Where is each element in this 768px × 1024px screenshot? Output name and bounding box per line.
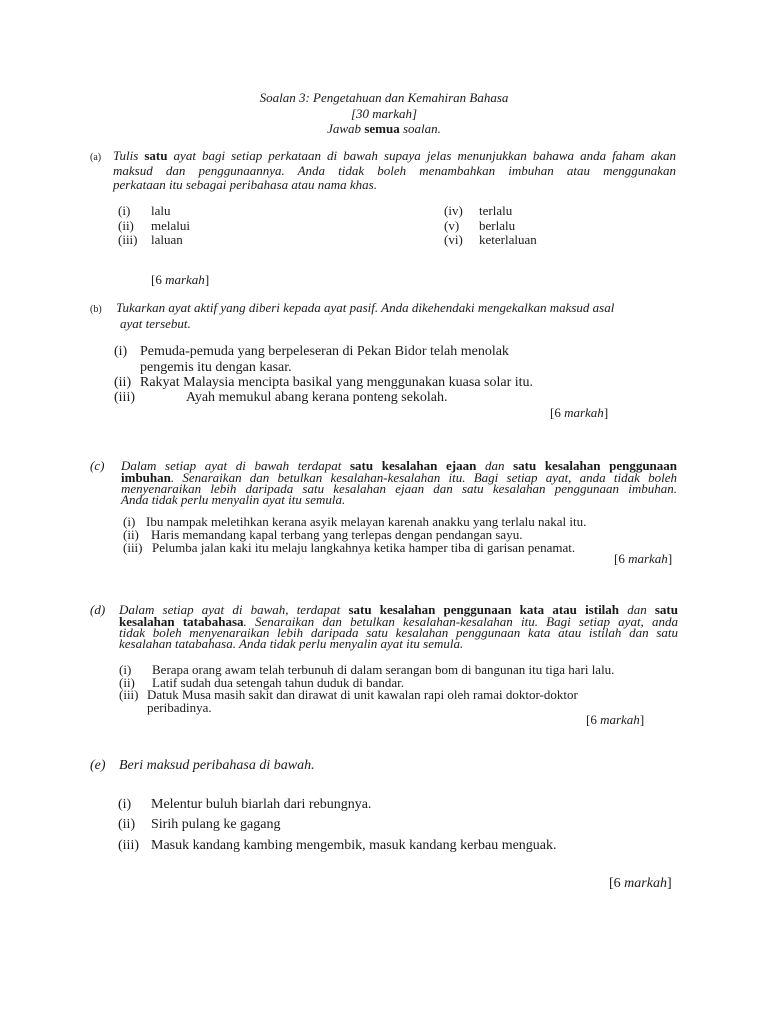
list-item-text: Sirih pulang ke gagang bbox=[151, 817, 281, 832]
section-c-marks: [6 markah] bbox=[614, 551, 673, 566]
list-item-word: laluan bbox=[151, 232, 183, 247]
list-item-num: (vi) bbox=[444, 232, 463, 247]
list-item-num: (iii) bbox=[114, 390, 135, 405]
section-b-marks: [6 markah] bbox=[550, 405, 609, 420]
section-a-marks: [6 markah] bbox=[151, 272, 210, 287]
list-item-word: keterlaluan bbox=[479, 232, 537, 247]
list-item-num: (ii) bbox=[114, 375, 132, 390]
list-item-text: Pelumba jalan kaki itu melaju langkahnya ketika hamper tiba di garisan penamat. bbox=[152, 540, 576, 555]
list-item-text: pengemis itu dengan kasar. bbox=[140, 360, 292, 375]
section-d-line: tidak boleh menyenaraikan lebih daripada satu kesalahan penggunaan kata atau istilah dan satu bbox=[119, 625, 678, 640]
list-item-word: terlalu bbox=[479, 203, 513, 218]
list-item-num: (i) bbox=[119, 662, 132, 677]
section-a-line: perkataan itu sebagai peribahasa atau nama khas. bbox=[113, 177, 377, 192]
list-item-num: (ii) bbox=[118, 218, 134, 233]
list-item-word: lalu bbox=[151, 203, 171, 218]
question-title: Soalan 3: Pengetahuan dan Kemahiran Bahasa bbox=[259, 90, 509, 105]
section-d-label: (d) bbox=[90, 602, 106, 617]
list-item-num: (iii) bbox=[118, 838, 139, 853]
instruction: Jawab semua soalan. bbox=[327, 121, 441, 136]
section-e-label: (e) bbox=[90, 758, 106, 773]
section-e-marks: [6 markah] bbox=[609, 876, 672, 891]
list-item-num: (iii) bbox=[119, 687, 139, 702]
section-d-line: Dalam setiap ayat di bawah, terdapat satu kesalahan penggunaan kata atau istilah dan satu bbox=[119, 602, 678, 617]
list-item-num: (ii) bbox=[123, 527, 139, 542]
list-item-text: Latif sudah dua setengah tahun duduk di bandar. bbox=[152, 675, 404, 690]
list-item-text: Ibu nampak meletihkan kerana asyik melayan karenah anakku yang terlalu nakal itu. bbox=[146, 514, 587, 529]
section-e-prompt: Beri maksud peribahasa di bawah. bbox=[119, 758, 315, 773]
list-item-num: (ii) bbox=[119, 675, 135, 690]
list-item-text: peribadinya. bbox=[147, 700, 212, 715]
section-c-line: Dalam setiap ayat di bawah terdapat satu kesalahan ejaan dan satu kesalahan penggunaan bbox=[121, 458, 678, 473]
list-item-num: (ii) bbox=[118, 817, 136, 832]
section-a-line: maksud dan penggunaannya. Anda tidak boleh menambahkan imbuhan atau menggunakan bbox=[113, 163, 676, 178]
section-c-line: menyenaraikan lebih daripada satu kesalahan ejaan dan satu kesalahan penggunaan imbuhan. bbox=[121, 481, 677, 496]
section-d-line: kesalahan tatabahasa. Anda tidak perlu menyalin ayat itu semula. bbox=[119, 636, 464, 651]
list-item-num: (i) bbox=[118, 203, 131, 218]
section-d-marks: [6 markah] bbox=[586, 712, 645, 727]
list-item-num: (iii) bbox=[118, 232, 138, 247]
section-c-label: (c) bbox=[90, 458, 105, 473]
section-c-line: Anda tidak perlu menyalin ayat itu semula. bbox=[121, 492, 346, 507]
section-c-line: imbuhan. Senaraikan dan betulkan kesalahan-kesalahan itu. Bagi setiap ayat, anda tidak boleh bbox=[121, 470, 677, 485]
list-item-num: (iii) bbox=[123, 540, 143, 555]
list-item-text: Melentur buluh biarlah dari rebungnya. bbox=[151, 797, 372, 812]
total-marks: [30 markah] bbox=[350, 106, 418, 121]
list-item-text: Ayah memukul abang kerana ponteng sekolah. bbox=[186, 390, 448, 405]
list-item-num: (iv) bbox=[444, 203, 463, 218]
section-b-line: ayat tersebut. bbox=[120, 316, 191, 331]
list-item-text: Masuk kandang kambing mengembik, masuk kandang kerbau menguak. bbox=[151, 838, 557, 853]
list-item-num: (i) bbox=[114, 344, 128, 359]
list-item-text: Datuk Musa masih sakit dan dirawat di unit kawalan rapi oleh ramai doktor-doktor bbox=[147, 687, 578, 702]
list-item-text: Berapa orang awam telah terbunuh di dalam serangan bom di bangunan itu tiga hari lalu. bbox=[152, 662, 615, 677]
list-item-num: (i) bbox=[118, 797, 132, 812]
list-item-num: (v) bbox=[444, 218, 460, 233]
section-a-line: Tulis satu ayat bagi setiap perkataan di bawah supaya jelas menunjukkan bahawa anda faham akan bbox=[113, 148, 676, 163]
list-item-num: (i) bbox=[123, 514, 136, 529]
section-d-line: kesalahan tatabahasa. Senaraikan dan betulkan kesalahan-kesalahan itu. Bagi setiap ayat, anda bbox=[119, 614, 679, 629]
section-b-label: (b) bbox=[90, 304, 102, 315]
section-a-label: (a) bbox=[90, 152, 102, 163]
list-item-text: Rakyat Malaysia mencipta basikal yang menggunakan kuasa solar itu. bbox=[140, 375, 534, 390]
list-item-word: melalui bbox=[151, 218, 190, 233]
section-b-line: Tukarkan ayat aktif yang diberi kepada ayat pasif. Anda dikehendaki mengekalkan maksud asal bbox=[116, 300, 615, 315]
list-item-text: Haris memandang kapal terbang yang terlepas dengan pendangan sayu. bbox=[151, 527, 523, 542]
list-item-text: Pemuda-pemuda yang berpeleseran di Pekan Bidor telah menolak bbox=[140, 344, 509, 359]
list-item-word: berlalu bbox=[479, 218, 516, 233]
